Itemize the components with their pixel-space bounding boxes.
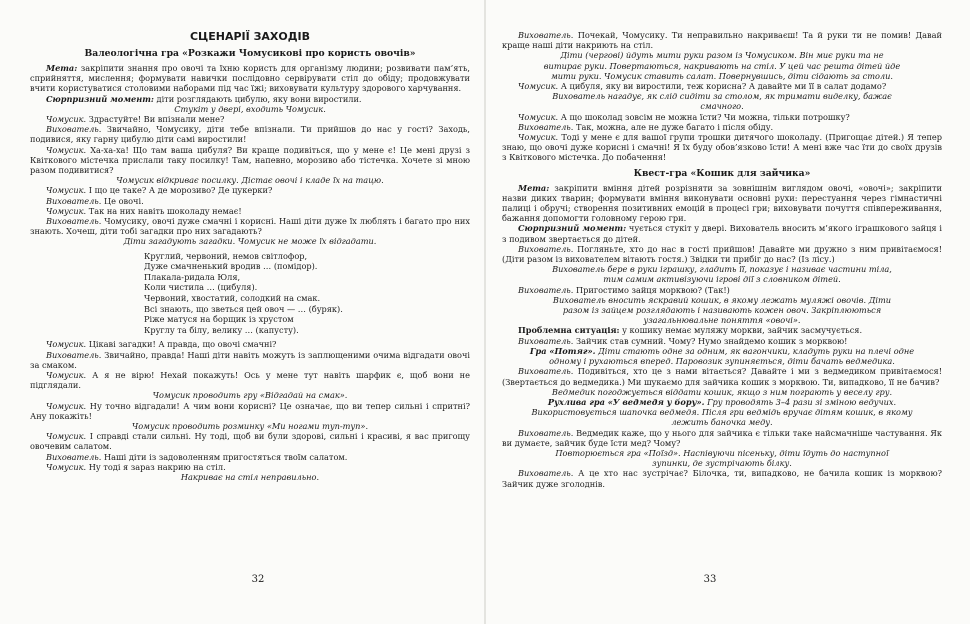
poem-line: Червоний, хвостатий, солодкий на смак.	[144, 293, 321, 304]
paragraph-text: діти розглядають цибулю, яку вони виростили.	[153, 93, 362, 104]
poem-line: Коли чистила … (цибуля).	[144, 282, 258, 293]
section-title: СЦЕНАРІЇ ЗАХОДІВ	[189, 30, 311, 43]
dialogue-line	[30, 431, 470, 451]
paragraph	[502, 183, 942, 224]
dialogue-line	[30, 216, 470, 236]
paragraph-text: Ведмедик погоджується віддати кошик, якщо з ним пограють у веселу гру.	[551, 386, 893, 397]
dialogue-line	[502, 366, 942, 386]
dialogue-line	[30, 401, 470, 421]
speaker-name: Чомусик.	[46, 370, 87, 381]
stage-direction: Вихователь нагадує, як слід сидіти за столом, як тримати виделку, бажає смачного.	[552, 91, 892, 112]
speaker-name: Чомусик.	[518, 111, 559, 122]
paragraph-text: Так на них навіть шоколаду немає!	[86, 205, 242, 216]
paragraph	[502, 397, 942, 428]
right-page	[502, 30, 942, 600]
paragraph-text: Пригостимо зайця морквою? (Так!)	[573, 284, 730, 295]
speaker-name: Чомусик.	[46, 144, 87, 155]
paragraph-text: Це овочі.	[101, 195, 144, 206]
dialogue-line	[30, 206, 470, 216]
paragraph-text: Цікаві загадки! А правда, що овочі смачні?	[86, 339, 277, 350]
left-page	[30, 30, 470, 600]
speaker-name: Чомусик.	[46, 400, 87, 411]
paragraph-text: І справді стали сильні. Ну тоді, щоб ви були здорові, сильні і красиві, я вас пригощу овочевим салатом.	[30, 431, 470, 452]
speaker-name: Вихователь.	[46, 195, 102, 206]
game-title-right: Квест-гра «Кошик для зайчика»	[633, 167, 811, 179]
speaker-name: Вихователь.	[46, 349, 102, 360]
paragraph-text: закріпити вміння дітей розрізняти за зовнішнім виглядом овочі, «овочі»; закріпити назви диких тварин; формувати вміння виконувати основні рухи: перестуання через гімнастичні палиці і обручі; створення позитивних емоцій в процесі гри; виховувати почуття співпереживання, бажання допомогти головному герою гри.	[502, 182, 942, 224]
dialogue-line	[30, 196, 470, 206]
poem-line: Дуже смачненький вродив … (помідор).	[144, 261, 318, 272]
paragraph-label: Сюрпризний момент:	[518, 223, 627, 234]
paragraph-text: чується стукіт у двері. Вихователь вносить м’якого іграшкового зайця і з подивом звертається до дітей.	[502, 223, 942, 244]
paragraph-text: Зайчик став сумний. Чому? Нумо знайдемо кошик з морквою!	[573, 335, 848, 346]
paragraph-text: Ведмедик каже, що у нього для зайчика є тільки таке найсмачніше частування. Як ви думаєте, зайчик буде їсти мед? Чому?	[502, 427, 942, 448]
dialogue-line	[30, 452, 470, 462]
paragraph-text: Погляньте, хто до нас в гості прийшов! Давайте ми дружно з ним привітаємося! (Діти разом із вихователем вітають гостя.) Звідки ти прибіг до нас? (Із лісу.)	[502, 243, 942, 265]
dialogue-line	[502, 122, 942, 132]
speaker-name: Чомусик.	[46, 339, 87, 350]
dialogue-line	[502, 468, 942, 488]
stage-direction: Чомусик проводить гру «Відгадай на смак».	[152, 390, 348, 401]
stage-direction: Повторюється гра «Поїзд». Наспівуючи пісеньку, діти їдуть до наступної зупинки, де зустрічають білку.	[555, 447, 889, 469]
speaker-name: Вихователь.	[46, 451, 102, 462]
dialogue-line	[30, 462, 470, 472]
paragraph-text: Подивіться, хто це з нами вітається? Давайте і ми з ведмедиком привітаємося! (Звертається до ведмедика.) Ми шукаємо для зайчика кошик з морквою. Ти, випадково, її не бачив?	[502, 366, 942, 387]
paragraph-text: Здрастуйте! Ви впізнали мене?	[86, 114, 225, 125]
paragraph-text: А це хто нас зустрічає? Білочка, ти, випадково, не бачила кошик із морквою? Зайчик дуже зголоднів.	[502, 468, 942, 489]
stage-direction: Вихователь бере в руки іграшку, гладить її, показує і називає частини тіла, тим самим активізуючи ігрові дії з словником дітей.	[552, 264, 892, 285]
paragraph-text: Звичайно, Чомусику, діти тебе впізнали. Ти прийшов до нас у гості? Заходь, подивися, яку гарну цибулю діти самі виростили!	[30, 124, 470, 145]
stage-direction: Діти (черговi) йдуть мити руки разом із Чомусиком. Він миє руки та не витирає руки. Повертаються, накривають на стіл. У цей час решта дітей йде мити руки. Чомусик ставить салат. Повернувшись, діти сідають за столи.	[543, 50, 901, 81]
paragraph	[30, 63, 470, 94]
speaker-name: Чомусик.	[46, 185, 87, 196]
dialogue-line	[502, 112, 942, 122]
stage-direction: Стукіт у двері, входить Чомусик.	[174, 103, 326, 114]
paragraph-text: закріпити знання про овочі та їхню користь для організму людини; розвивати пам’ять, сприйняття, мислення; формувати навички послідовно сервірувати стіл до обіду; продовжувати вчити користуватися столовими наборами під час їжі; виховувати культуру здорового харчування.	[30, 63, 470, 94]
paragraph-text: Ну точно відгадали! А чим вони корисні? Це означає, що ви тепер сильні і спритні? Ану покажіть!	[30, 400, 470, 421]
paragraph-text: Почекай, Чомусику. Ти неправильно накриваєш! Та й руки ти не помив! Давай краще наші діти накриють на стіл.	[502, 30, 942, 51]
paragraph-text: Так, можна, але не дуже багато і після обіду.	[573, 121, 774, 132]
paragraph	[502, 223, 942, 243]
game-label: Рухлива гра «У ведмедя у бору».	[547, 396, 705, 407]
stage-direction: Вихователь вносить яскравий кошик, в якому лежать муляжі овочів. Діти разом із зайцем розглядають і називають кожен овоч. Закріплюються узагальнювальне поняття «овочі».	[552, 294, 892, 326]
paragraph-label: Мета:	[46, 63, 78, 73]
paragraph-label: Проблемна ситуація:	[518, 325, 620, 336]
page-number-left: 32	[251, 574, 265, 585]
poem-line: Круглу та білу, велику … (капусту).	[144, 324, 299, 335]
dialogue-line	[30, 124, 470, 144]
speaker-name: Вихователь.	[518, 468, 574, 479]
riddle-poem	[144, 251, 470, 336]
dialogue-line	[502, 132, 942, 163]
speaker-name: Вихователь.	[46, 216, 102, 227]
paragraph-text: Звичайно, правда! Наші діти навіть можуть із заплющеними очима відгадати овочі за смаком.	[30, 349, 470, 370]
speaker-name: Вихователь.	[518, 243, 574, 254]
paragraph	[502, 387, 942, 397]
speaker-name: Чомусик.	[518, 81, 559, 92]
paragraph-label: Мета:	[518, 182, 550, 193]
paragraph-text: І що це таке? А де морозиво? Де цукерки?	[86, 185, 273, 196]
speaker-name: Чомусик.	[46, 461, 87, 472]
right-body-continued	[502, 183, 942, 489]
paragraph-text: Наші діти із задоволенням пригостяться твоїм салатом.	[101, 451, 348, 462]
paragraph	[502, 325, 942, 335]
dialogue-line	[30, 350, 470, 370]
left-body-continued	[30, 339, 470, 482]
dialogue-line	[502, 428, 942, 448]
speaker-name: Вихователь.	[518, 121, 574, 132]
stage-direction: Чомусик відкриває посилку. Дістає овочі і кладе їх на тацю.	[116, 175, 384, 186]
speaker-name: Чомусик.	[46, 205, 87, 216]
paragraph-text: Ха-ха-ха! Що там ваша цибуля? Ви краще подивіться, що у мене є! Це мені друзі з Квіткового містечка прислали таку посилку! Там, напевно, морозиво або тістечка. Хочете зі мною разом подивитися?	[30, 144, 470, 176]
paragraph-text: Тоді у мене є для вашої групи трошки дитячого шоколаду. (Пригощає дітей.) Я тепер знаю, що овочі дуже корисні і смачні! Я їх буду обов’язково їсти! А мені вже час їти до своїх друзів з Квіткового містечка. До побачення!	[502, 132, 942, 163]
dialogue-line	[502, 336, 942, 346]
dialogue-line	[30, 339, 470, 349]
speaker-name: Вихователь.	[518, 427, 574, 438]
gutter	[484, 0, 486, 624]
speaker-name: Вихователь.	[518, 366, 574, 377]
stage-direction: Діти загадують загадки. Чомусик не може їх відгадати.	[123, 236, 377, 247]
poem-line: Круглий, червоний, немов світлофор,	[144, 250, 308, 261]
dialogue-line	[30, 114, 470, 124]
paragraph-text: Чомусику, овочі дуже смачні і корисні. Наші діти дуже їх люблять і багато про них знають. Хочеш, діти тобі загадки про них загадають?	[30, 216, 470, 237]
paragraph-text: Гру проводять 3–4 рази зі зміною ведучих. Використовується шапочка ведмедя. Після гри ведмідь вручає дітям кошик, в якому лежить баночка меду.	[531, 396, 913, 428]
paragraph-label: Сюрпризний момент:	[46, 93, 154, 104]
poem-line: Плакала-ридала Юля,	[144, 271, 241, 282]
dialogue-line	[30, 145, 470, 176]
paragraph-text: А цибуля, яку ви виростили, теж корисна? А давайте ми її в салат додамо?	[558, 81, 887, 92]
game-title-left: Валеологічна гра «Розкажи Чомусикові про користь овочів»	[84, 48, 416, 59]
speaker-name: Чомусик.	[46, 114, 87, 125]
speaker-name: Вихователь.	[518, 335, 574, 346]
dialogue-line	[30, 185, 470, 195]
dialogue-line	[30, 370, 470, 390]
paragraph-text: Діти стають одне за одним, як вагончики, кладуть руки на плечі одне одному і рухаються вперед. Паровозик зупиняється, діти бачать ведмедика.	[549, 345, 915, 367]
paragraph-text: А що шоколад зовсім не можна їсти? Чи можна, тільки потрошку?	[558, 111, 850, 122]
paragraph	[502, 346, 942, 366]
left-body	[30, 63, 470, 247]
speaker-name: Чомусик.	[46, 431, 87, 442]
speaker-name: Вихователь.	[518, 30, 574, 40]
speaker-name: Вихователь.	[518, 284, 574, 295]
dialogue-line	[502, 285, 942, 295]
dialogue-line	[502, 81, 942, 91]
stage-direction: Чомусик проводить розминку «Ми ногами туп-туп».	[131, 421, 369, 432]
paragraph-text: Ну тоді я зараз накрию на стіл.	[86, 461, 226, 472]
paragraph	[30, 94, 470, 104]
right-body	[502, 30, 942, 163]
stage-direction: Накриває на стіл неправильно.	[180, 472, 320, 483]
paragraph-text: у кошику немає муляжу моркви, зайчик засмучується.	[619, 325, 863, 336]
speaker-name: Вихователь.	[46, 124, 102, 135]
dialogue-line	[502, 244, 942, 264]
page-number-right: 33	[703, 574, 717, 585]
game-label: Гра «Потяг».	[529, 345, 596, 356]
speaker-name: Чомусик.	[518, 132, 559, 143]
poem-line: Всі знають, що зветься цей овоч — … (буряк).	[144, 303, 343, 314]
paragraph-text: А я не вірю! Нехай покажуть! Ось у мене тут навіть шарфик є, щоб вони не підглядали.	[30, 370, 470, 391]
poem-line: Ріже матуся на борщик із хрустом	[144, 314, 294, 325]
dialogue-line	[502, 30, 942, 50]
